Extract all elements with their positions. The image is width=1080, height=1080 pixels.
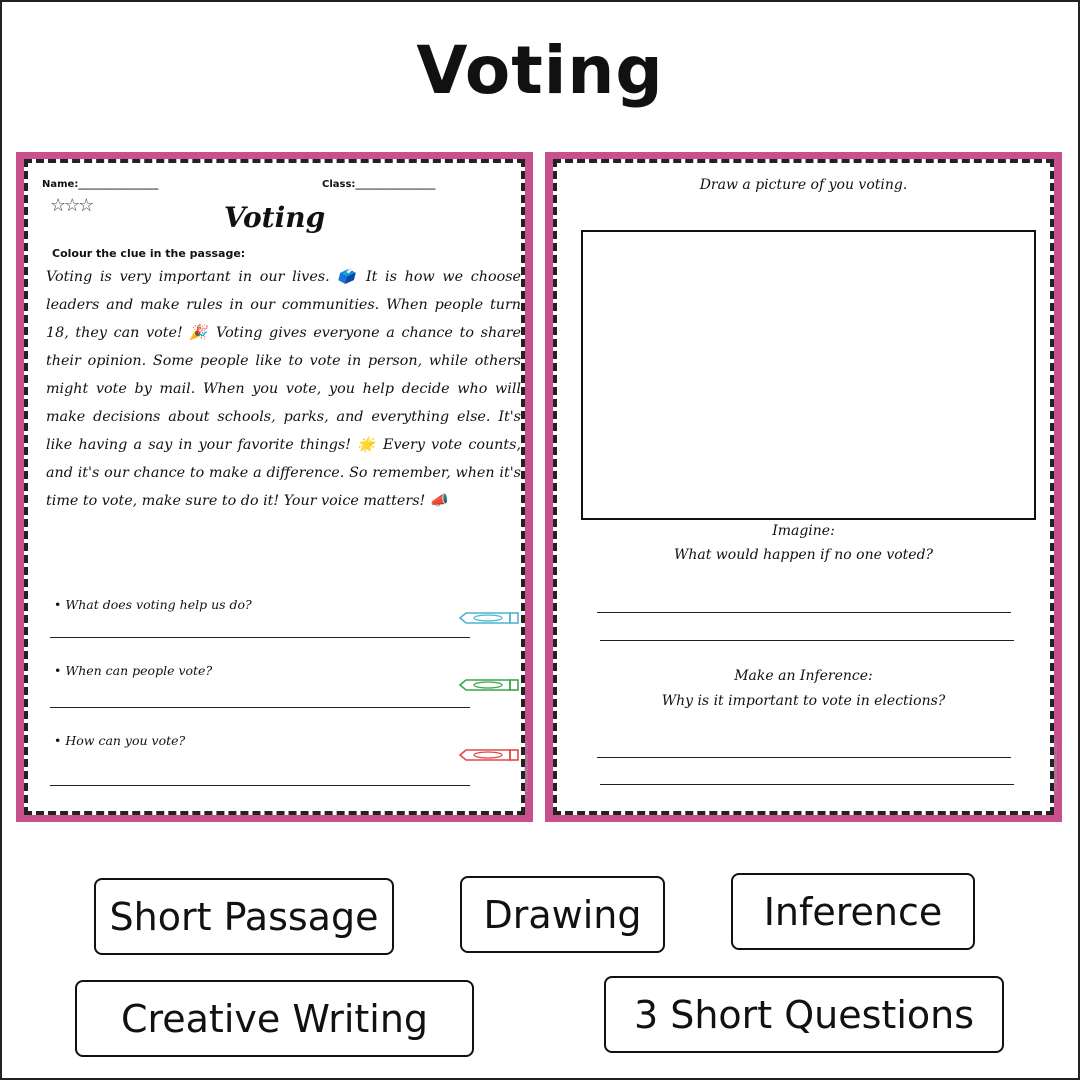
worksheet-page-passage — [16, 152, 533, 822]
dashed-border — [24, 159, 525, 815]
tag-creative-writing: Creative Writing — [75, 980, 474, 1057]
question-3-text: How can you vote? — [65, 733, 186, 748]
name-field-label: Name:________________ — [42, 179, 159, 190]
inference-question: Why is it important to vote in elections? — [661, 693, 946, 709]
imagine-label: Imagine: — [772, 523, 835, 539]
class-field-label: Class:________________ — [322, 179, 436, 190]
question-3: • How can you vote? — [54, 733, 186, 748]
rating-stars-icon: ☆☆☆ — [50, 195, 93, 216]
tag-inference: Inference — [731, 873, 975, 950]
dashed-border — [553, 159, 1054, 815]
inference-label: Make an Inference: — [734, 668, 873, 684]
question-1-text: What does voting help us do? — [65, 597, 252, 612]
credit-text: © PrintableBazaar.com — [524, 741, 530, 799]
tag-3-short-questions: 3 Short Questions — [604, 976, 1004, 1053]
question-2-text: When can people vote? — [65, 663, 213, 678]
imagine-question: What would happen if no one voted? — [673, 547, 934, 563]
tag-drawing: Drawing — [460, 876, 665, 953]
drawing-prompt: Draw a picture of you voting. — [699, 177, 908, 193]
question-1: • What does voting help us do? — [54, 597, 252, 612]
main-title: Voting — [416, 32, 664, 109]
passage-instruction: Colour the clue in the passage: — [52, 247, 246, 260]
question-2: • When can people vote? — [54, 663, 213, 678]
reading-passage: Voting is very important in our lives. 🗳️ It is how we choose leaders and make rules in our communities. When people turn 18, they can vote! 🎉 Voting gives everyone a chance to share their opinion. Some people like to vote in person, while others might vote by mail. When you vote, you help decide who will make decisions about schools, parks, and everything else. It's like having a say in your favorite things! 🌟 Every vote counts, and it's our chance to make a difference. So remember, when it's time to vote, make sure to do it! Your voice matters! 📣 — [46, 269, 521, 509]
worksheet-page-drawing — [545, 152, 1062, 822]
worksheet-title: Voting — [223, 201, 326, 234]
tag-short-passage: Short Passage — [94, 878, 394, 955]
credit-text: © PrintableBazaar.com — [1053, 741, 1059, 799]
